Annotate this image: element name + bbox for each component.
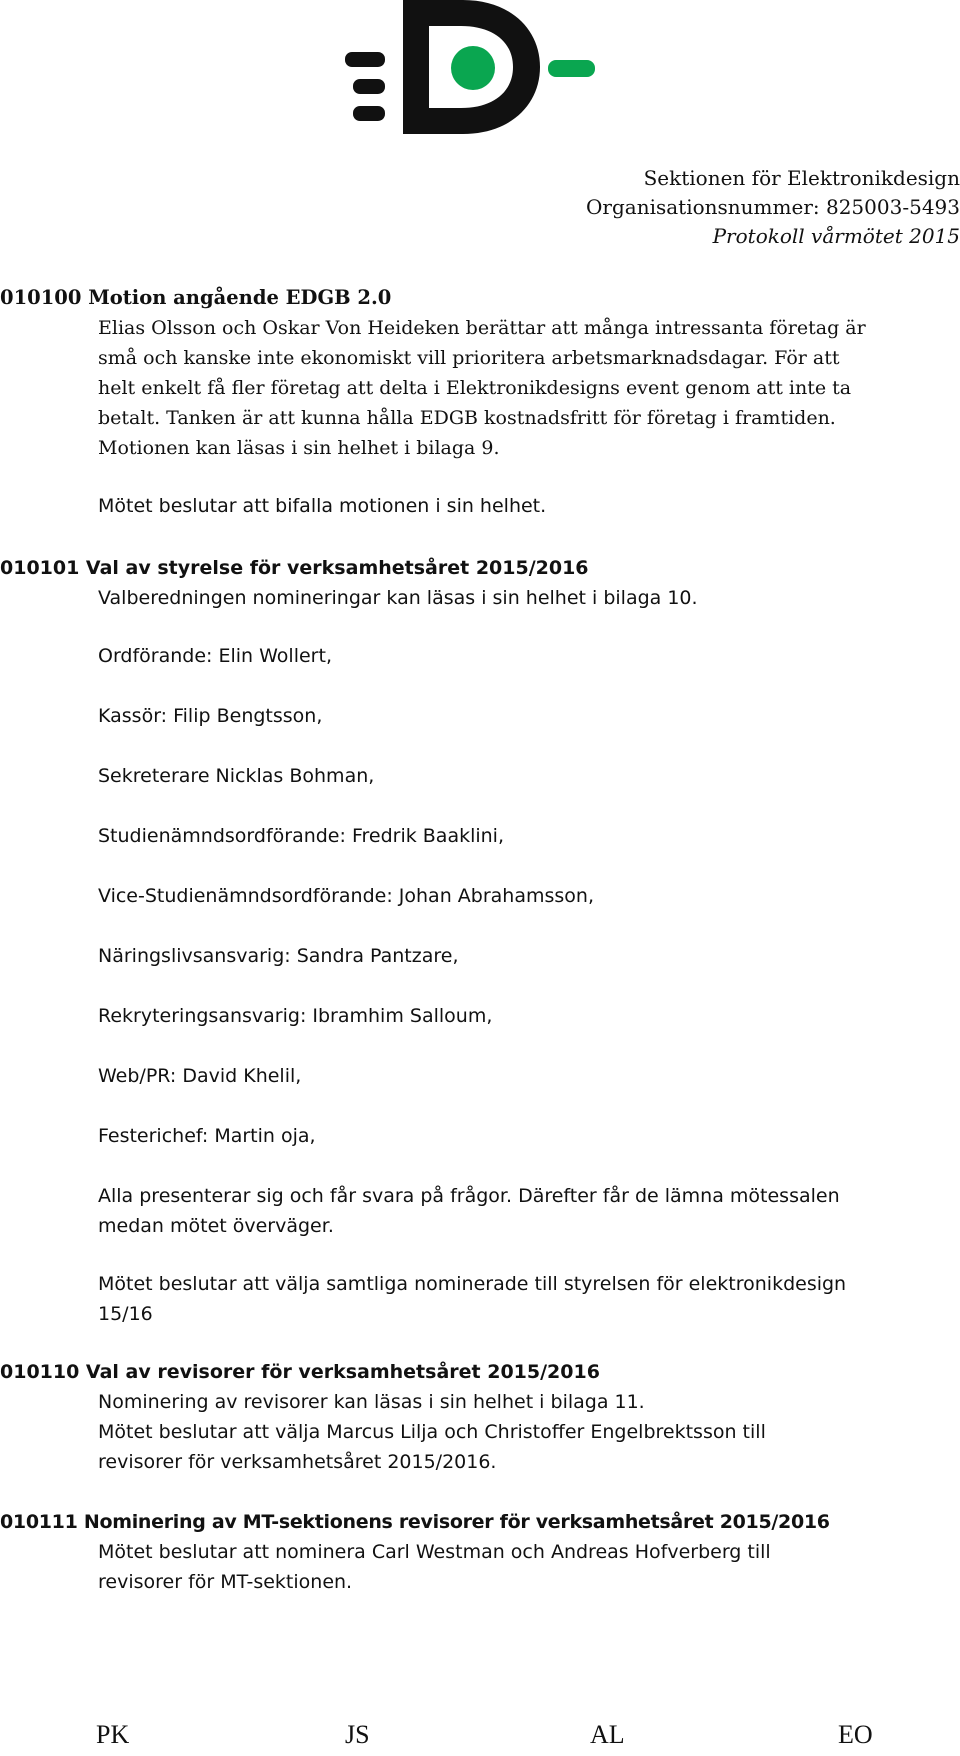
signature-initials bbox=[0, 1720, 960, 1756]
signature-initial: AL bbox=[590, 1720, 625, 1749]
paragraph-line: Nominering av revisorer kan läsas i sin helhet i bilaga 11. bbox=[98, 1391, 645, 1413]
note-line: medan mötet överväger. bbox=[98, 1215, 334, 1237]
document-title: Protokoll vårmötet 2015 bbox=[712, 224, 960, 248]
section-010110 bbox=[0, 1357, 960, 1477]
list-item: Web/PR: David Khelil, bbox=[98, 1065, 302, 1087]
paragraph-line: Mötet beslutar att nominera Carl Westman och Andreas Hofverberg till bbox=[98, 1541, 771, 1563]
mt-auditor-paragraph bbox=[98, 1537, 958, 1597]
section-010111 bbox=[0, 1507, 960, 1597]
section-heading: 010111 Nominering av MT-sektionens revisorer för verksamhetsåret 2015/2016 bbox=[0, 1511, 830, 1533]
list-item: Studienämndsordförande: Fredrik Baaklini, bbox=[98, 825, 505, 847]
decision-text: Mötet beslutar att bifalla motionen i sin helhet. bbox=[98, 495, 547, 517]
list-item: Kassör: Filip Bengtsson, bbox=[98, 705, 323, 727]
note-line: Alla presenterar sig och får svara på frågor. Därefter får de lämna mötessalen bbox=[98, 1185, 840, 1207]
motion-paragraph bbox=[98, 313, 958, 463]
auditor-paragraph bbox=[98, 1387, 958, 1477]
edesign-logo-icon bbox=[345, 0, 615, 140]
paragraph-line: revisorer för verksamhetsåret 2015/2016. bbox=[98, 1451, 497, 1473]
intro-text: Valberedningen nomineringar kan läsas i sin helhet i bilaga 10. bbox=[98, 587, 698, 609]
paragraph-line: helt enkelt få fler företag att delta i Elektronikdesigns event genom att inte ta bbox=[98, 377, 852, 399]
list-item: Sekreterare Nicklas Bohman, bbox=[98, 765, 375, 787]
section-heading: 010110 Val av revisorer för verksamhetsåret 2015/2016 bbox=[0, 1361, 600, 1383]
org-name: Sektionen för Elektronikdesign bbox=[643, 166, 960, 190]
presentation-note bbox=[98, 1181, 958, 1241]
decision-text bbox=[98, 1269, 958, 1329]
paragraph-line: Mötet beslutar att välja Marcus Lilja och Christoffer Engelbrektsson till bbox=[98, 1421, 766, 1443]
section-010100 bbox=[0, 283, 960, 521]
document-header bbox=[440, 164, 960, 251]
list-item: Ordförande: Elin Wollert, bbox=[98, 645, 332, 667]
paragraph-line: Motionen kan läsas i sin helhet i bilaga 9. bbox=[98, 437, 500, 459]
list-item: Rekryteringsansvarig: Ibramhim Salloum, bbox=[98, 1005, 493, 1027]
list-item: Festerichef: Martin oja, bbox=[98, 1125, 316, 1147]
section-heading: 010100 Motion angående EDGB 2.0 bbox=[0, 286, 392, 309]
paragraph-line: betalt. Tanken är att kunna hålla EDGB kostnadsfritt för företag i framtiden. bbox=[98, 407, 836, 429]
decision-line: 15/16 bbox=[98, 1303, 153, 1325]
list-item: Vice-Studienämndsordförande: Johan Abrahamsson, bbox=[98, 885, 594, 907]
list-item: Näringslivsansvarig: Sandra Pantzare, bbox=[98, 945, 459, 967]
paragraph-line: Elias Olsson och Oskar Von Heideken berättar att många intressanta företag är bbox=[98, 317, 866, 339]
section-010101 bbox=[0, 553, 960, 1329]
decision-line: Mötet beslutar att välja samtliga nominerade till styrelsen för elektronikdesign bbox=[98, 1273, 847, 1295]
paragraph-line: små och kanske inte ekonomiskt vill prioritera arbetsmarknadsdagar. För att bbox=[98, 347, 840, 369]
signature-initial: EO bbox=[838, 1720, 873, 1749]
signature-initial: PK bbox=[96, 1720, 130, 1749]
board-nominee-list bbox=[0, 641, 960, 1181]
org-number: Organisationsnummer: 825003-5493 bbox=[586, 195, 960, 219]
signature-initial: JS bbox=[345, 1720, 370, 1749]
paragraph-line: revisorer för MT-sektionen. bbox=[98, 1571, 353, 1593]
section-heading: 010101 Val av styrelse för verksamhetsåret 2015/2016 bbox=[0, 557, 589, 579]
